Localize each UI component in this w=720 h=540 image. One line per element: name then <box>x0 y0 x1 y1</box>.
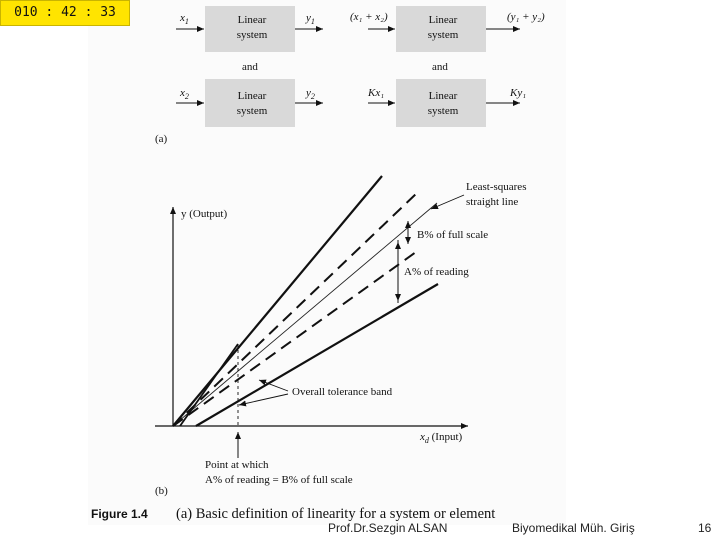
svg-text:x1 <box>179 12 189 26</box>
output-y2-sub: 2 <box>310 92 315 101</box>
sum-input-label: (x₁ + x₂) <box>350 11 388 23</box>
input-x1-sub: 1 <box>184 17 189 26</box>
output-y1-sub: 1 <box>310 17 315 26</box>
footer-page-number: 16 <box>698 521 712 535</box>
figure-caption: (a) Basic definition of linearity for a system or element <box>176 506 496 522</box>
sum-output-label: (y₁ + y₂) <box>507 11 545 23</box>
input-x2-sub: 2 <box>184 92 189 101</box>
box4-line1: Linear <box>428 90 458 102</box>
svg-text:y1 <box>305 12 315 26</box>
x-axis-label: x <box>420 431 425 443</box>
b-percent-label: B% of full scale <box>417 229 489 241</box>
box1-line1: Linear <box>237 14 267 26</box>
input-x1: x <box>180 12 185 24</box>
least-squares-label-1: Least-squares <box>466 181 527 193</box>
output-y2: y <box>306 87 311 99</box>
x-axis-label-sub: d <box>424 436 429 445</box>
least-squares-callout-line <box>431 195 464 209</box>
box2-line2: system <box>236 105 268 117</box>
point-label-2: A% of reading = B% of full scale <box>205 474 353 486</box>
and-label-left: and <box>242 61 258 73</box>
least-squares-label-2: straight line <box>466 196 519 208</box>
scaled-output-label: Ky₁ <box>510 87 527 99</box>
and-label-right: and <box>432 61 448 73</box>
footer-author: Prof.Dr.Sezgin ALSAN <box>328 521 448 535</box>
box2-line1: Linear <box>237 90 267 102</box>
panel-label-a: (a) <box>155 133 168 145</box>
footer-course: Biyomedikal Müh. Giriş <box>512 521 635 535</box>
linear-system-box-2 <box>205 79 295 127</box>
linear-system-box-4 <box>396 79 486 127</box>
svg-text:x2 <box>179 87 189 101</box>
steep-line <box>180 344 238 426</box>
box3-line2: system <box>427 29 459 41</box>
output-y1: y <box>306 12 311 24</box>
svg-text:y2 <box>305 87 315 101</box>
input-x2: x <box>180 87 185 99</box>
tolerance-band-label: Overall tolerance band <box>292 386 393 398</box>
box4-line2: system <box>427 105 459 117</box>
timer-display: 010 : 42 : 33 <box>0 0 130 26</box>
y-axis-label: y (Output) <box>181 208 228 220</box>
box3-line1: Linear <box>428 14 458 26</box>
panel-label-b: (b) <box>155 485 168 497</box>
svg-text:xd (Input) <box>419 431 463 445</box>
figure-number: Figure 1.4 <box>91 507 148 521</box>
lower-reading-limit-line <box>173 252 416 426</box>
x-axis-label-suffix: (Input) <box>428 431 463 443</box>
box1-line2: system <box>236 29 268 41</box>
a-percent-label: A% of reading <box>404 266 469 278</box>
scaled-input-label: Kx₁ <box>368 87 385 99</box>
point-label-1: Point at which <box>205 459 269 471</box>
